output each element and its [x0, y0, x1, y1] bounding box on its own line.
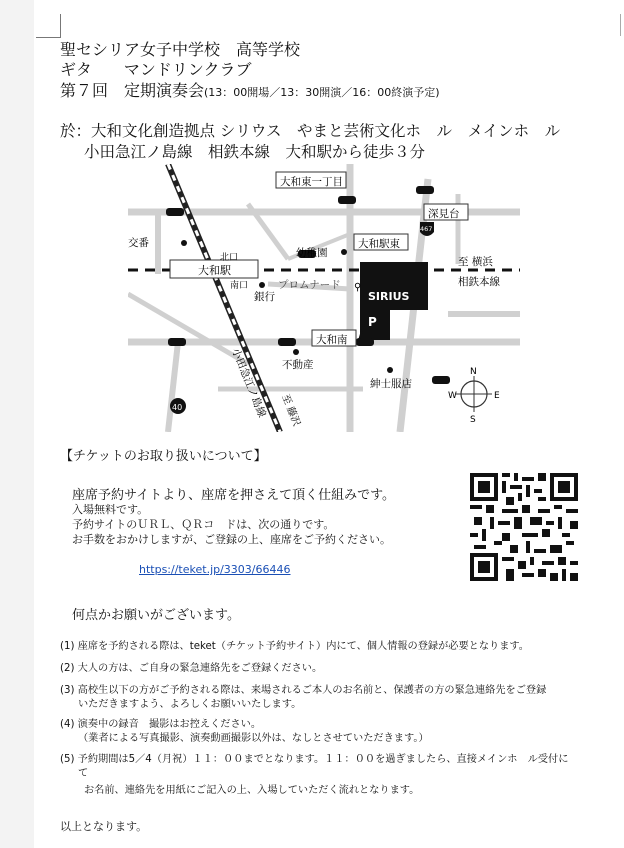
crop-mark: [60, 14, 61, 38]
ticket-intro: 座席予約サイトより、座席を押さえて頂く仕組みです。: [72, 488, 396, 503]
compass-w: W: [448, 391, 457, 401]
access-map: [128, 164, 520, 432]
school-name: 聖セシリア女子中学校 高等学校: [60, 40, 301, 59]
request-item-4-cont: （業者による写真撮影、演奏動画撮影以外は、なしとさせていただきます。）: [78, 733, 429, 744]
station-label: 大和駅: [198, 264, 231, 277]
closing-text: 以上となります。: [60, 820, 148, 833]
yochien-dot: [341, 249, 347, 255]
request-item-5-wrap: て: [78, 768, 89, 779]
sirius-label: SIRIUS: [368, 290, 410, 303]
compass-n: N: [470, 367, 477, 377]
bike-icon: ⚲: [354, 282, 362, 293]
label-fukamidai: 深見台: [428, 208, 460, 220]
label-sotetsu: 相鉄本線: [458, 276, 500, 288]
label-minamiguchi: 南口: [230, 281, 249, 291]
compass-icon: [456, 376, 492, 412]
club-name: ギタ マンドリンクラブ: [60, 60, 252, 79]
label-fudosan: 不動産: [282, 359, 314, 371]
koban-dot: [181, 240, 187, 246]
request-item-1: (1) 座席を予約される際は、teket（チケット予約サイト）内にて、個人情報の登録が必要となります。: [60, 641, 529, 652]
request-item-2: (2) 大人の方は、ご自身の緊急連絡先をご登録ください。: [60, 663, 323, 674]
parking-label: P: [368, 315, 377, 329]
venue-line-1: 於：大和文化創造拠点 シリウス やまと芸術文化ホ ル メインホ ル: [60, 122, 561, 140]
label-kitaguchi: 北口: [220, 253, 239, 263]
label-koban: 交番: [128, 237, 149, 249]
fudosan-dot: [293, 349, 299, 355]
requests-title: 何点かお願いがございます。: [72, 608, 240, 623]
ticket-section-title: 【チケットのお取り扱いについて】: [60, 449, 267, 464]
request-item-5: (5) 予約期間は5／4（月祝）１１：００までとなります。１１：００を過ぎましたら、直接メインホ ル受付に: [60, 754, 569, 765]
event-title: [60, 81, 440, 103]
event-times: (13：00開場／13：30開演／16：00終演予定): [204, 86, 440, 99]
reservation-link[interactable]: https://teket.jp/3303/66446: [139, 563, 291, 576]
route-467-label: 467: [420, 225, 433, 233]
event-main: 第７回 定期演奏会: [60, 81, 205, 100]
label-shinshi: 紳士服店: [370, 378, 412, 390]
compass-e: E: [494, 391, 500, 401]
label-yamato-higashi: 大和駅東: [358, 238, 400, 250]
label-odakyu: 小田急江ノ島線: [229, 346, 268, 420]
label-promenade: プロムナード: [278, 279, 341, 291]
request-item-5-cont: お名前、連絡先を用紙にご記入の上、入場していただく流れとなります。: [84, 785, 420, 796]
label-yamato-higashi-1: 大和東一丁目: [280, 176, 343, 188]
crop-mark: [620, 14, 621, 36]
ticket-request: お手数をおかけしますが、ご登録の上、座席をご予約ください。: [72, 533, 391, 546]
route-40-label: 40: [172, 403, 183, 412]
ticket-url-note: 予約サイトのＵＲＬ、ＱＲコ ドは、次の通りです。: [72, 518, 335, 531]
ginko-dot: [259, 282, 265, 288]
request-item-3: (3) 高校生以下の方がご予約される際は、来場されるご本人のお名前と、保護者の方の緊急連絡先をご登録: [60, 685, 547, 696]
crop-mark: [36, 37, 61, 38]
label-yochien: 幼稚園: [296, 247, 328, 259]
label-yokohama: 至 横浜: [458, 256, 493, 268]
label-fujisawa: 至 藤沢: [279, 393, 302, 428]
ticket-free: 入場無料です。: [72, 503, 149, 516]
compass-s: S: [470, 415, 476, 425]
label-ginko: 銀行: [254, 291, 275, 303]
qr-code[interactable]: [470, 473, 578, 581]
request-item-3-cont: いただきますよう、よろしくお願いいたします。: [78, 699, 302, 710]
label-yamato-minami: 大和南: [316, 334, 348, 346]
venue-line-2: 小田急江ノ島線 相鉄本線 大和駅から徒歩３分: [84, 143, 426, 161]
request-item-4: (4) 演奏中の録音 撮影はお控えください。: [60, 719, 262, 730]
shinshi-dot: [387, 367, 393, 373]
